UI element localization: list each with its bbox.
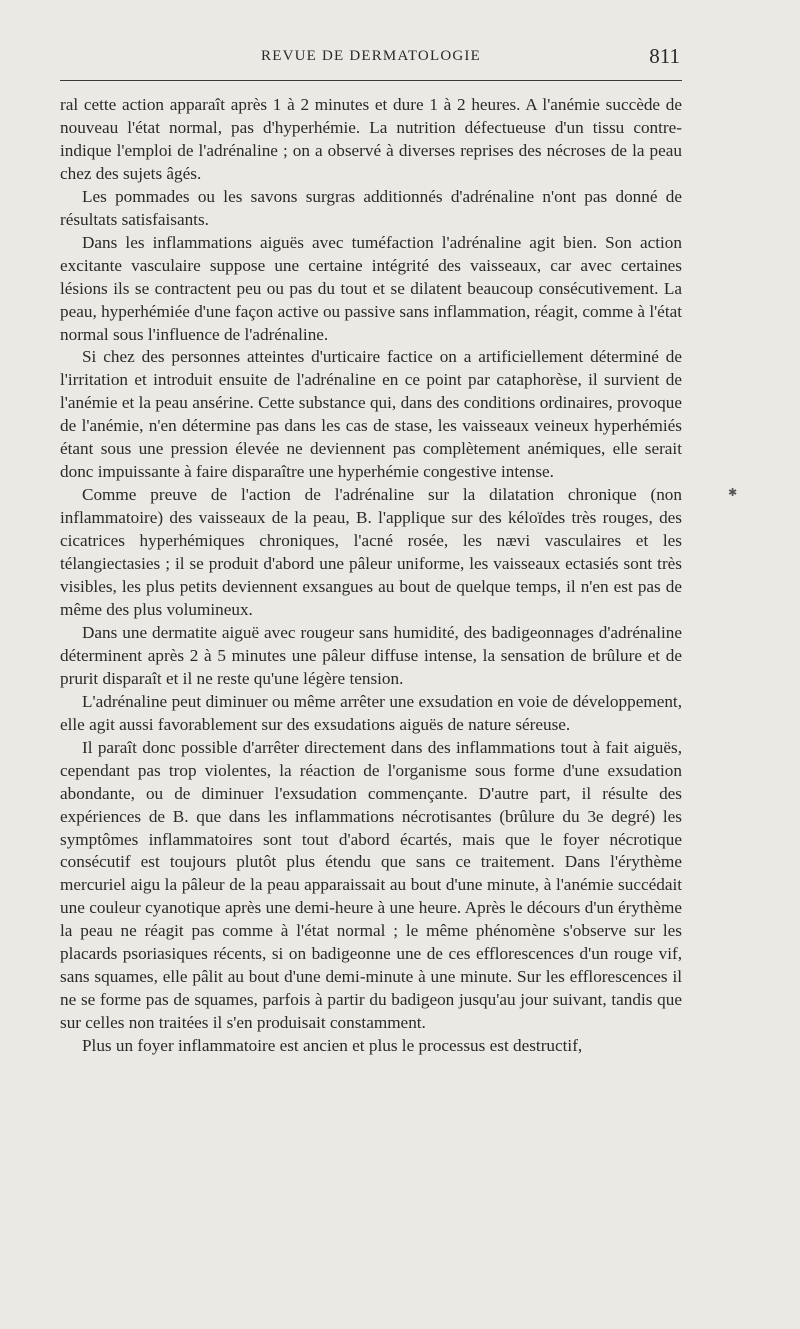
paragraph: Dans une dermatite aiguë avec rougeur sans humidité, des badigeonnages d'adrénaline déterminent après 2 à 5 minutes une pâleur diffuse intense, la sensation de brûlure et de prurit disparaît et il ne reste qu'une légère tension. — [60, 622, 682, 688]
page-number: 811 — [649, 44, 680, 68]
margin-mark: ✱ — [728, 486, 738, 499]
paragraph: ral cette action apparaît après 1 à 2 minutes et dure 1 à 2 heures. A l'anémie succède de nouveau l'état normal, pas d'hyperhémie. La nutrition défectueuse d'un tissu contre-indique l'emploi de l'adrénaline ; on a observé à diverses reprises des nécroses de la peau chez des sujets âgés. — [60, 95, 682, 183]
paragraph: Dans les inflammations aiguës avec tuméfaction l'adrénaline agit bien. Son action excitante vasculaire suppose une certaine intégrité des vaisseaux, car avec certaines lésions ils se contractent peu ou pas du tout et se dilatent beaucoup consécutivement. La peau, hyperhémiée d'une façon active ou passive sans inflammation, réagit, comme à l'état normal sous l'influence de l'adrénaline. — [60, 232, 682, 344]
body-text — [60, 94, 682, 1058]
paragraph: Il paraît donc possible d'arrêter directement dans des inflammations tout à fait aiguës, cependant pas trop violentes, la réaction de l'organisme sous forme d'une exsudation abondante, ou de diminuer l'exsudation commençante. D'autre part, il résulte des expériences de B. que dans les inflammations nécrotisantes (brûlure du 3e degré) les symptômes inflammatoires sont tout d'abord écartés, mais que le foyer nécrotique consécutif est toujours plutôt plus étendu que sans ce traitement. Dans l'érythème mercuriel aigu la pâleur de la peau apparaissait au bout d'une minute, à l'anémie succédait une couleur cyanotique après une demi-heure à une heure. Après le décours d'un érythème la peau ne réagit pas comme à l'état normal ; le même phénomène s'observe sur les placards psoriasiques récents, si on badigeonne une de ces efflorescences d'un rouge vif, sans squames, elle pâlit au bout d'une demi-minute à une minute. Sur les efflorescences il ne se forme pas de squames, parfois à partir du badigeon jusqu'au jour suivant, tandis que sur celles non traitées il s'en produisait constamment. — [60, 737, 682, 1033]
header-rule — [60, 80, 682, 81]
page-header — [60, 44, 682, 74]
running-head: REVUE DE DERMATOLOGIE — [261, 48, 481, 64]
paragraph: Si chez des personnes atteintes d'urticaire factice on a artificiellement déterminé de l'irritation et introduit ensuite de l'adrénaline en ce point par cataphorèse, il survient de l'anémie et la peau ansérine. Cette substance qui, dans des conditions ordinaires, provoque de l'anémie, n'en détermine pas dans les cas de stase, les vaisseaux veineux hyperhémiés étant sous une pression élevée ne deviennent pas complètement anémiques, elle serait donc impuissante à faire disparaître une hyperhémie congestive intense. — [60, 347, 682, 482]
paragraph: Plus un foyer inflammatoire est ancien et plus le processus est destructif, — [82, 1036, 583, 1056]
paragraph: L'adrénaline peut diminuer ou même arrêter une exsudation en voie de développement, elle agit aussi favorablement sur des exsudations aiguës de nature séreuse. — [60, 691, 682, 734]
paragraph: Les pommades ou les savons surgras additionnés d'adrénaline n'ont pas donné de résultats satisfaisants. — [60, 186, 682, 229]
paragraph: Comme preuve de l'action de l'adrénaline sur la dilatation chronique (non inflammatoire) des vaisseaux de la peau, B. l'applique sur des kéloïdes très rouges, des cicatrices hyperhémiques chroniques, l'acné rosée, les nævi vasculaires et les télangiectasies ; il se produit d'abord une pâleur uniforme, les vaisseaux ectasiés sont très visibles, les plus petits deviennent exsangues au bout de quelque temps, il n'en est pas de même des plus volumineux. — [60, 485, 682, 619]
